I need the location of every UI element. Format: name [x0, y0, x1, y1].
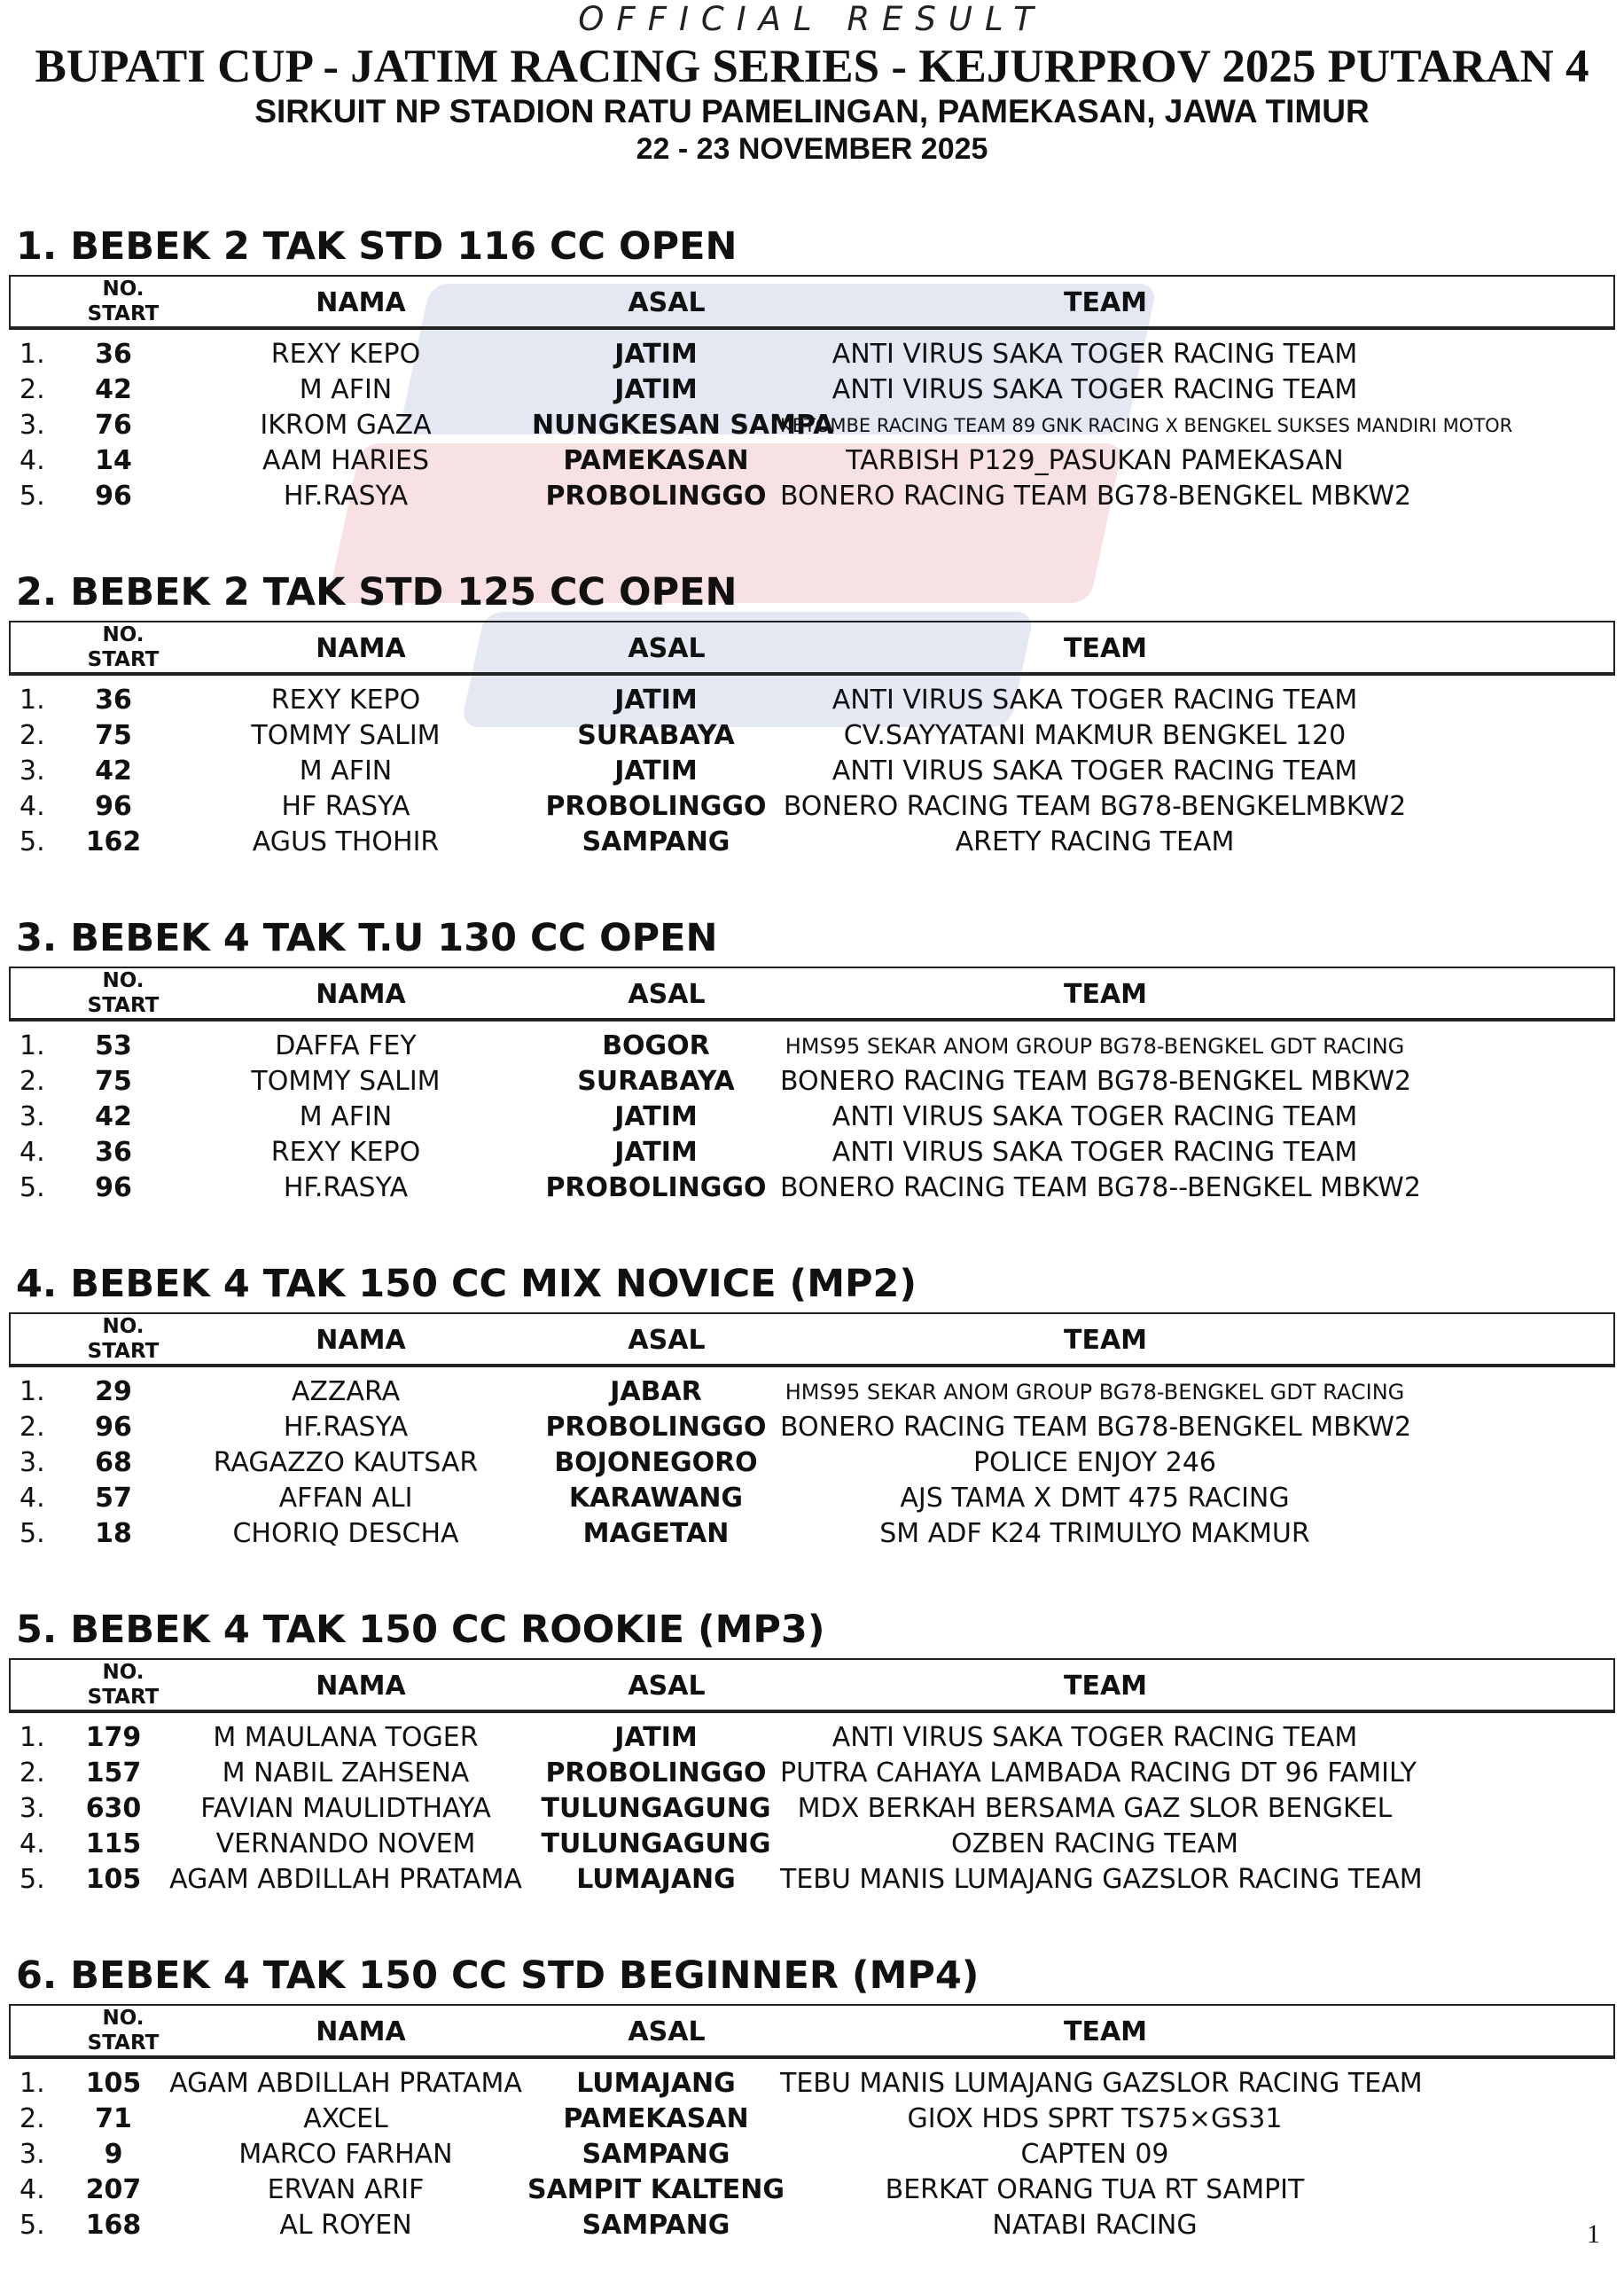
position-cell: 2.: [20, 1757, 45, 1789]
team-cell: ANTI VIRUS SAKA TOGER RACING TEAM: [832, 374, 1358, 405]
start-number-cell: 57: [95, 1483, 132, 1514]
team-cell: HMS95 SEKAR ANOM GROUP BG78-BENGKEL GDT RACING: [785, 1380, 1405, 1405]
team-cell: SM ADF K24 TRIMULYO MAKMUR: [879, 1518, 1310, 1549]
table-row: [0, 1516, 1624, 1552]
start-number-cell: 42: [95, 755, 132, 787]
column-header-team: TEAM: [1063, 1671, 1148, 1702]
rider-name-cell: IKROM GAZA: [260, 410, 432, 441]
table-row: [0, 408, 1624, 443]
table-row: [0, 1410, 1624, 1445]
rider-name-cell: AAM HARIES: [262, 445, 430, 476]
table-row: [0, 2208, 1624, 2243]
table-row: [0, 2172, 1624, 2208]
event-dates: 22 - 23 NOVEMBER 2025: [636, 132, 988, 166]
team-cell: BONERO RACING TEAM BG78-BENGKEL MBKW2: [780, 1412, 1412, 1443]
column-header-team: TEAM: [1063, 287, 1148, 318]
race-class-section: [0, 1259, 1624, 1605]
column-header-no-start: NO. START: [87, 1315, 160, 1363]
origin-cell: SAMPANG: [582, 826, 730, 857]
start-number-cell: 76: [95, 410, 132, 441]
rider-name-cell: M AFIN: [299, 374, 393, 405]
column-header-nama: NAMA: [316, 633, 406, 664]
position-cell: 3.: [20, 755, 45, 787]
rider-name-cell: MARCO FARHAN: [238, 2139, 453, 2170]
start-number-cell: 36: [95, 685, 132, 716]
rider-name-cell: FAVIAN MAULIDTHAYA: [200, 1793, 491, 1824]
origin-cell: PROBOLINGGO: [545, 1412, 767, 1443]
table-row: [0, 789, 1624, 825]
position-cell: 1.: [20, 2068, 45, 2099]
team-cell: KETOMBE RACING TEAM 89 GNK RACING X BENGKEL SUKSES MANDIRI MOTOR: [780, 415, 1513, 436]
column-header-asal: ASAL: [628, 1325, 706, 1356]
rider-name-cell: REXY KEPO: [270, 339, 421, 370]
rider-name-cell: HF.RASYA: [283, 1172, 409, 1203]
team-cell: GIOX HDS SPRT TS75×GS31: [907, 2103, 1283, 2134]
rider-name-cell: AZZARA: [291, 1376, 401, 1407]
table-row: [0, 2137, 1624, 2172]
position-cell: 5.: [20, 2210, 45, 2241]
origin-cell: KARAWANG: [568, 1483, 744, 1514]
table-row: [0, 1791, 1624, 1827]
team-cell: AJS TAMA X DMT 475 RACING: [900, 1483, 1290, 1514]
start-number-cell: 42: [95, 1101, 132, 1132]
start-number-cell: 75: [95, 1066, 132, 1097]
position-cell: 1.: [20, 339, 45, 370]
position-cell: 1.: [20, 685, 45, 716]
table-row: [0, 372, 1624, 408]
start-number-cell: 96: [95, 791, 132, 822]
race-class-section: [0, 1605, 1624, 1951]
table-row: [0, 1374, 1624, 1410]
rider-name-cell: ERVAN ARIF: [267, 2174, 425, 2205]
start-number-cell: 29: [95, 1376, 132, 1407]
position-cell: 2.: [20, 1412, 45, 1443]
start-number-cell: 168: [85, 2210, 142, 2241]
rider-name-cell: AFFAN ALI: [278, 1483, 413, 1514]
origin-cell: PAMEKASAN: [563, 2103, 749, 2134]
table-row: [0, 683, 1624, 718]
rider-name-cell: DAFFA FEY: [275, 1030, 417, 1061]
origin-cell: JATIM: [614, 1101, 698, 1132]
column-header-no-start: NO. START: [87, 1661, 160, 1709]
start-number-cell: 105: [85, 2068, 142, 2099]
rider-name-cell: M MAULANA TOGER: [213, 1722, 479, 1753]
start-number-cell: 630: [85, 1793, 142, 1824]
team-cell: ANTI VIRUS SAKA TOGER RACING TEAM: [832, 1137, 1358, 1168]
origin-cell: JATIM: [614, 1137, 698, 1168]
team-cell: MDX BERKAH BERSAMA GAZ SLOR BENGKEL: [797, 1793, 1393, 1824]
table-row: [0, 1064, 1624, 1100]
rider-name-cell: RAGAZZO KAUTSAR: [213, 1447, 479, 1478]
origin-cell: JATIM: [614, 755, 698, 787]
race-class-section: [0, 1951, 1624, 2270]
column-header-team: TEAM: [1063, 2016, 1148, 2047]
origin-cell: JATIM: [614, 685, 698, 716]
team-cell: ANTI VIRUS SAKA TOGER RACING TEAM: [832, 755, 1358, 787]
team-cell: PUTRA CAHAYA LAMBADA RACING DT 96 FAMILY: [780, 1757, 1417, 1789]
team-cell: TEBU MANIS LUMAJANG GAZSLOR RACING TEAM: [780, 1864, 1423, 1895]
page-number: 1: [1587, 2219, 1600, 2249]
team-cell: NATABI RACING: [992, 2210, 1198, 2241]
table-row: [0, 1029, 1624, 1064]
rider-name-cell: REXY KEPO: [270, 1137, 421, 1168]
origin-cell: TULUNGAGUNG: [541, 1793, 771, 1824]
results-table-body: [0, 337, 1624, 514]
start-number-cell: 36: [95, 339, 132, 370]
position-cell: 4.: [20, 791, 45, 822]
results-table-body: [0, 1720, 1624, 1898]
table-row: [0, 1100, 1624, 1135]
table-row: [0, 1445, 1624, 1481]
race-class-title: 5. BEBEK 4 TAK 150 CC ROOKIE (MP3): [16, 1608, 825, 1652]
results-table-body: [0, 2066, 1624, 2243]
position-cell: 3.: [20, 410, 45, 441]
race-class-title: 6. BEBEK 4 TAK 150 CC STD BEGINNER (MP4): [16, 1953, 980, 1998]
position-cell: 4.: [20, 1828, 45, 1859]
origin-cell: BOJONEGORO: [554, 1447, 758, 1478]
race-class-section: [0, 222, 1624, 568]
rider-name-cell: M NABIL ZAHSENA: [222, 1757, 470, 1789]
rider-name-cell: AGAM ABDILLAH PRATAMA: [169, 2068, 522, 2099]
origin-cell: BOGOR: [602, 1030, 710, 1061]
table-row: [0, 1720, 1624, 1756]
position-cell: 4.: [20, 2174, 45, 2205]
table-row: [0, 754, 1624, 789]
origin-cell: SURABAYA: [577, 720, 735, 751]
event-venue: SIRKUIT NP STADION RATU PAMELINGAN, PAMEKASAN, JAWA TIMUR: [254, 93, 1370, 129]
results-table-body: [0, 683, 1624, 860]
origin-cell: PAMEKASAN: [563, 445, 749, 476]
start-number-cell: 53: [95, 1030, 132, 1061]
team-cell: BERKAT ORANG TUA RT SAMPIT: [885, 2174, 1305, 2205]
column-header-nama: NAMA: [316, 287, 406, 318]
team-cell: CV.SAYYATANI MAKMUR BENGKEL 120: [843, 720, 1347, 751]
position-cell: 4.: [20, 445, 45, 476]
table-row: [0, 337, 1624, 372]
position-cell: 2.: [20, 2103, 45, 2134]
team-cell: BONERO RACING TEAM BG78-BENGKELMBKW2: [783, 791, 1407, 822]
column-header-no-start: NO. START: [87, 623, 160, 671]
position-cell: 1.: [20, 1030, 45, 1061]
team-cell: ANTI VIRUS SAKA TOGER RACING TEAM: [832, 1101, 1358, 1132]
position-cell: 2.: [20, 1066, 45, 1097]
table-row: [0, 1862, 1624, 1898]
origin-cell: NUNGKESAN SAMPA: [532, 410, 834, 441]
start-number-cell: 157: [85, 1757, 142, 1789]
team-cell: ANTI VIRUS SAKA TOGER RACING TEAM: [832, 339, 1358, 370]
table-row: [0, 1756, 1624, 1791]
column-header-asal: ASAL: [628, 979, 706, 1010]
team-cell: TEBU MANIS LUMAJANG GAZSLOR RACING TEAM: [780, 2068, 1423, 2099]
origin-cell: LUMAJANG: [576, 1864, 736, 1895]
origin-cell: JATIM: [614, 1722, 698, 1753]
column-header-team: TEAM: [1063, 633, 1148, 664]
start-number-cell: 115: [85, 1828, 142, 1859]
team-cell: TARBISH P129_PASUKAN PAMEKASAN: [846, 445, 1344, 476]
start-number-cell: 96: [95, 1172, 132, 1203]
table-header: [9, 2004, 1615, 2059]
rider-name-cell: AL ROYEN: [279, 2210, 412, 2241]
position-cell: 5.: [20, 1172, 45, 1203]
results-table-body: [0, 1029, 1624, 1206]
start-number-cell: 162: [85, 826, 142, 857]
column-header-nama: NAMA: [316, 1325, 406, 1356]
team-cell: BONERO RACING TEAM BG78--BENGKEL MBKW2: [780, 1172, 1421, 1203]
rider-name-cell: VERNANDO NOVEM: [215, 1828, 476, 1859]
position-cell: 2.: [20, 374, 45, 405]
column-header-no-start: NO. START: [87, 278, 160, 325]
position-cell: 5.: [20, 481, 45, 512]
rider-name-cell: AXCEL: [303, 2103, 388, 2134]
origin-cell: PROBOLINGGO: [545, 1172, 767, 1203]
position-cell: 3.: [20, 1447, 45, 1478]
table-row: [0, 1827, 1624, 1862]
column-header-team: TEAM: [1063, 979, 1148, 1010]
position-cell: 1.: [20, 1376, 45, 1407]
official-result-label: OFFICIAL RESULT: [578, 0, 1046, 38]
race-class-title: 4. BEBEK 4 TAK 150 CC MIX NOVICE (MP2): [16, 1262, 917, 1306]
race-class-title: 3. BEBEK 4 TAK T.U 130 CC OPEN: [16, 916, 718, 960]
column-header-nama: NAMA: [316, 2016, 406, 2047]
table-row: [0, 443, 1624, 479]
table-row: [0, 825, 1624, 860]
rider-name-cell: HF.RASYA: [283, 481, 409, 512]
position-cell: 5.: [20, 1864, 45, 1895]
column-header-nama: NAMA: [316, 979, 406, 1010]
results-table-body: [0, 1374, 1624, 1552]
team-cell: HMS95 SEKAR ANOM GROUP BG78-BENGKEL GDT RACING: [785, 1034, 1405, 1059]
table-row: [0, 1481, 1624, 1516]
race-class-section: [0, 568, 1624, 913]
table-row: [0, 2066, 1624, 2102]
team-cell: ANTI VIRUS SAKA TOGER RACING TEAM: [832, 1722, 1358, 1753]
rider-name-cell: HF RASYA: [281, 791, 410, 822]
race-class-section: [0, 913, 1624, 1259]
origin-cell: PROBOLINGGO: [545, 481, 767, 512]
position-cell: 5.: [20, 826, 45, 857]
table-row: [0, 479, 1624, 514]
table-header: [9, 275, 1615, 330]
rider-name-cell: REXY KEPO: [270, 685, 421, 716]
position-cell: 3.: [20, 1793, 45, 1824]
race-class-title: 2. BEBEK 2 TAK STD 125 CC OPEN: [16, 570, 738, 614]
origin-cell: PROBOLINGGO: [545, 791, 767, 822]
position-cell: 2.: [20, 720, 45, 751]
team-cell: BONERO RACING TEAM BG78-BENGKEL MBKW2: [780, 481, 1412, 512]
column-header-nama: NAMA: [316, 1671, 406, 1702]
column-header-asal: ASAL: [628, 633, 706, 664]
team-cell: CAPTEN 09: [1020, 2139, 1169, 2170]
table-row: [0, 1135, 1624, 1170]
column-header-asal: ASAL: [628, 2016, 706, 2047]
table-header: [9, 621, 1615, 676]
origin-cell: PROBOLINGGO: [545, 1757, 767, 1789]
start-number-cell: 68: [95, 1447, 132, 1478]
team-cell: OZBEN RACING TEAM: [950, 1828, 1238, 1859]
start-number-cell: 179: [85, 1722, 142, 1753]
position-cell: 4.: [20, 1137, 45, 1168]
table-header: [9, 1658, 1615, 1713]
column-header-asal: ASAL: [628, 1671, 706, 1702]
start-number-cell: 96: [95, 481, 132, 512]
column-header-no-start: NO. START: [87, 2007, 160, 2055]
race-class-title: 1. BEBEK 2 TAK STD 116 CC OPEN: [16, 224, 738, 269]
start-number-cell: 105: [85, 1864, 142, 1895]
rider-name-cell: TOMMY SALIM: [251, 1066, 441, 1097]
start-number-cell: 36: [95, 1137, 132, 1168]
position-cell: 4.: [20, 1483, 45, 1514]
team-cell: POLICE ENJOY 246: [972, 1447, 1217, 1478]
table-row: [0, 718, 1624, 754]
table-row: [0, 2102, 1624, 2137]
origin-cell: SAMPIT KALTENG: [527, 2174, 785, 2205]
start-number-cell: 42: [95, 374, 132, 405]
rider-name-cell: M AFIN: [299, 755, 393, 787]
origin-cell: MAGETAN: [582, 1518, 730, 1549]
start-number-cell: 207: [85, 2174, 142, 2205]
team-cell: ANTI VIRUS SAKA TOGER RACING TEAM: [832, 685, 1358, 716]
table-header: [9, 967, 1615, 1022]
start-number-cell: 71: [95, 2103, 132, 2134]
start-number-cell: 14: [95, 445, 132, 476]
origin-cell: SAMPANG: [582, 2139, 730, 2170]
start-number-cell: 18: [95, 1518, 132, 1549]
start-number-cell: 9: [104, 2139, 123, 2170]
origin-cell: LUMAJANG: [576, 2068, 736, 2099]
rider-name-cell: AGAM ABDILLAH PRATAMA: [169, 1864, 522, 1895]
table-header: [9, 1312, 1615, 1367]
team-cell: ARETY RACING TEAM: [955, 826, 1235, 857]
origin-cell: TULUNGAGUNG: [541, 1828, 771, 1859]
origin-cell: SAMPANG: [582, 2210, 730, 2241]
rider-name-cell: M AFIN: [299, 1101, 393, 1132]
position-cell: 3.: [20, 2139, 45, 2170]
rider-name-cell: AGUS THOHIR: [252, 826, 440, 857]
rider-name-cell: TOMMY SALIM: [251, 720, 441, 751]
rider-name-cell: CHORIQ DESCHA: [232, 1518, 459, 1549]
column-header-asal: ASAL: [628, 287, 706, 318]
origin-cell: SURABAYA: [577, 1066, 735, 1097]
team-cell: BONERO RACING TEAM BG78-BENGKEL MBKW2: [780, 1066, 1412, 1097]
start-number-cell: 96: [95, 1412, 132, 1443]
origin-cell: JATIM: [614, 339, 698, 370]
rider-name-cell: HF.RASYA: [283, 1412, 409, 1443]
column-header-no-start: NO. START: [87, 969, 160, 1017]
position-cell: 1.: [20, 1722, 45, 1753]
position-cell: 5.: [20, 1518, 45, 1549]
table-row: [0, 1170, 1624, 1206]
column-header-team: TEAM: [1063, 1325, 1148, 1356]
origin-cell: JABAR: [610, 1376, 702, 1407]
start-number-cell: 75: [95, 720, 132, 751]
event-title: BUPATI CUP - JATIM RACING SERIES - KEJURPROV 2025 PUTARAN 4: [35, 41, 1589, 92]
origin-cell: JATIM: [614, 374, 698, 405]
position-cell: 3.: [20, 1101, 45, 1132]
